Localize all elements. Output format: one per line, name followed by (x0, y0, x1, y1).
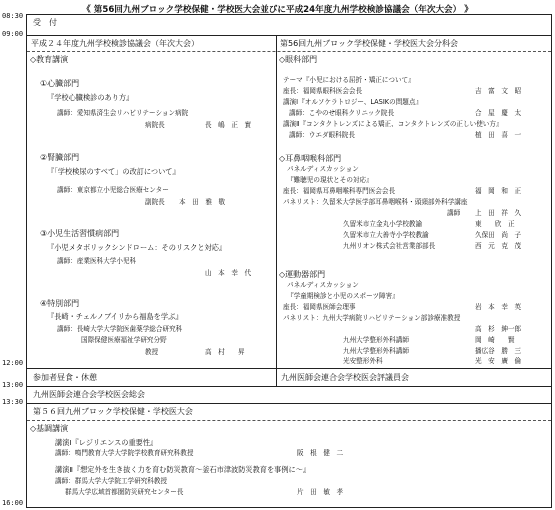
special-topic: 『長崎・チェルノブイリから福島を学ぶ』 (47, 312, 183, 321)
eye-talk2-name: 植 田 喜 一 (475, 131, 522, 139)
lifestyle-topic: 『小児メタボリックシンドローム：そのリスクと対応』 (47, 243, 227, 252)
cardiac-role: 病院長 (145, 121, 165, 129)
ortho-p1-name: 高 杉 紳一郎 (475, 325, 522, 333)
keynote-talk2: 講演Ⅱ『想定外を生き抜く力を育む防災教育～釜石市津波防災教育を事例に～』 (55, 465, 311, 474)
renal-head: ②腎臓部門 (40, 153, 80, 162)
ent-p4-name: 西 元 克 茂 (475, 242, 522, 250)
ortho-chair-name: 岩 本 幸 英 (475, 303, 522, 311)
special-name: 高 村 昇 (205, 348, 245, 356)
ent-chair-name: 福 岡 和 正 (475, 187, 522, 195)
eye-chair: 座長：福岡県眼科医会会長 (283, 87, 363, 95)
ortho-topic: 『学童期検診と小児のスポーツ障害』 (287, 292, 399, 300)
cardiac-lecturer: 講師：愛知県済生会リハビリテーション病院 (57, 109, 189, 117)
eye-head: ◇眼科部門 (279, 55, 318, 64)
special-role: 教授 (145, 348, 159, 356)
ent-p4-affil: 九州リオン株式会社営業部部長 (343, 242, 436, 250)
eye-talk2: 講演Ⅱ『コンタクトレンズによる矯正、コンタクトレンズの正しい使い方』 (283, 120, 503, 128)
ent-p2-name: 東 欣 正 (475, 220, 515, 228)
time-0830: 08:30 (2, 12, 24, 20)
ortho-p3-affil: 九州大学整形外科講師 (343, 347, 409, 355)
ent-panelists: パネリスト：久留米大学医学部耳鼻咽喉科・頭頸部外科学講座 (283, 198, 468, 206)
reception-label: 受 付 (33, 18, 57, 27)
eye-talk1-speaker: 講師：こやのせ眼科クリニック院長 (289, 109, 395, 117)
ortho-p2-name: 岡 崎 賢 (475, 336, 515, 344)
ent-head: ◇耳鼻咽喉科部門 (279, 154, 342, 163)
general-assembly: 九州医師会連合会学校医会総会 (33, 390, 145, 399)
keynote-head: ◇基調講演 (30, 424, 69, 433)
council-meeting: 九州医師会連合会学校医会評議員会 (281, 373, 409, 382)
ent-topic: 『難聴児の現状とその対応』 (287, 176, 373, 184)
time-1200: 12:00 (2, 359, 24, 367)
eye-talk2-speaker: 講師：ウエダ眼科院長 (289, 131, 355, 139)
keynote-talk1: 講演Ⅰ『レジリエンスの重要性』 (55, 438, 158, 447)
lifestyle-lecturer: 講師：産業医科大学小児科 (57, 257, 137, 265)
left-column-header: 平成２４年度九州学校検診協議会（年次大会） (31, 39, 199, 48)
ent-panel: パネルディスカッション (287, 165, 359, 173)
right-column-header: 第56回九州ブロック学校保健・学校医大会分科会 (280, 39, 459, 48)
page-title: 《 第56回九州ブロック学校保健・学校医大会並びに平成24年度九州学校検診協議会（年次大会） 》 (82, 5, 473, 15)
ent-p1-name: 上 田 祥 久 (475, 209, 522, 217)
cardiac-topic: 『学校心臓検診のあり方』 (47, 93, 134, 102)
time-1330: 13:30 (2, 398, 24, 406)
ortho-head: ◇運動器部門 (279, 270, 326, 279)
ortho-p2-affil: 九州大学整形外科講師 (343, 336, 409, 344)
ortho-panelists: パネリスト：九州大学病院リハビリテーション部診療准教授 (283, 314, 461, 322)
cardiac-name: 長 嶋 正 實 (205, 121, 252, 129)
congress-title: 第５６回九州ブロック学校保健・学校医大会 (33, 407, 193, 416)
ent-p2-affil: 久留米市立金丸小学校教諭 (343, 220, 423, 228)
ortho-p4-name: 光 安 廣 倫 (475, 357, 522, 365)
ortho-chair: 座長：福岡県医師会理事 (283, 303, 356, 311)
time-1300: 13:00 (2, 381, 24, 389)
keynote-talk2-speaker: 講師：群馬大学大学院工学研究科教授 (55, 477, 168, 485)
time-1600: 16:00 (2, 499, 24, 507)
schedule-table (26, 14, 552, 508)
keynote-talk2-center: 群馬大学広域首都圏防災研究センター長 (65, 488, 184, 496)
special-head: ④特別部門 (40, 299, 80, 308)
eye-talk1: 講演Ⅰ『オルソケラトロジー、LASIKの問題点』 (283, 98, 423, 106)
renal-lecturer: 講師：東京都立小児総合医療センター (57, 186, 169, 194)
ent-chair: 座長：福岡県耳鼻咽喉科専門医会会長 (283, 187, 396, 195)
time-0900: 09:00 (2, 30, 24, 38)
keynote-talk1-name: 阪 根 健 二 (297, 449, 344, 457)
renal-name: 本 田 雅 敬 (179, 198, 226, 206)
ortho-p3-name: 播広谷 勝 三 (475, 347, 522, 355)
ent-p3-name: 久保田 尚 子 (475, 231, 522, 239)
lifestyle-head: ③小児生活習慣病部門 (40, 229, 120, 238)
special-dept: 国際保健医療福祉学研究分野 (81, 336, 167, 344)
eye-theme: テーマ『小児における屈折・矯正について』 (283, 76, 415, 84)
renal-topic: 『「学校検尿のすべて」の改訂について』 (47, 167, 180, 176)
renal-role: 副院長 (145, 198, 165, 206)
special-lecturer: 講師：長崎大学大学院医歯薬学総合研究科 (57, 325, 183, 333)
eye-chair-name: 吉 富 文 昭 (475, 87, 522, 95)
keynote-talk2-name: 片 田 敏 孝 (297, 488, 344, 496)
section-education: ◇教育講演 (30, 55, 69, 64)
lunch-break: 参加者昼食・休憩 (33, 373, 97, 382)
ent-p3-affil: 久留米市立大善寺小学校教諭 (343, 231, 429, 239)
ortho-panel: パネルディスカッション (287, 281, 359, 289)
ortho-p4-affil: 光安整形外科 (343, 357, 383, 365)
ent-p1-role: 講師 (447, 209, 461, 217)
keynote-talk1-speaker: 講師：鳴門教育大学大学院学校教育研究科教授 (55, 449, 194, 457)
cardiac-head: ①心臓部門 (40, 79, 80, 88)
lifestyle-name: 山 本 幸 代 (205, 269, 252, 277)
eye-talk1-name: 合 屋 慶 太 (475, 109, 522, 117)
